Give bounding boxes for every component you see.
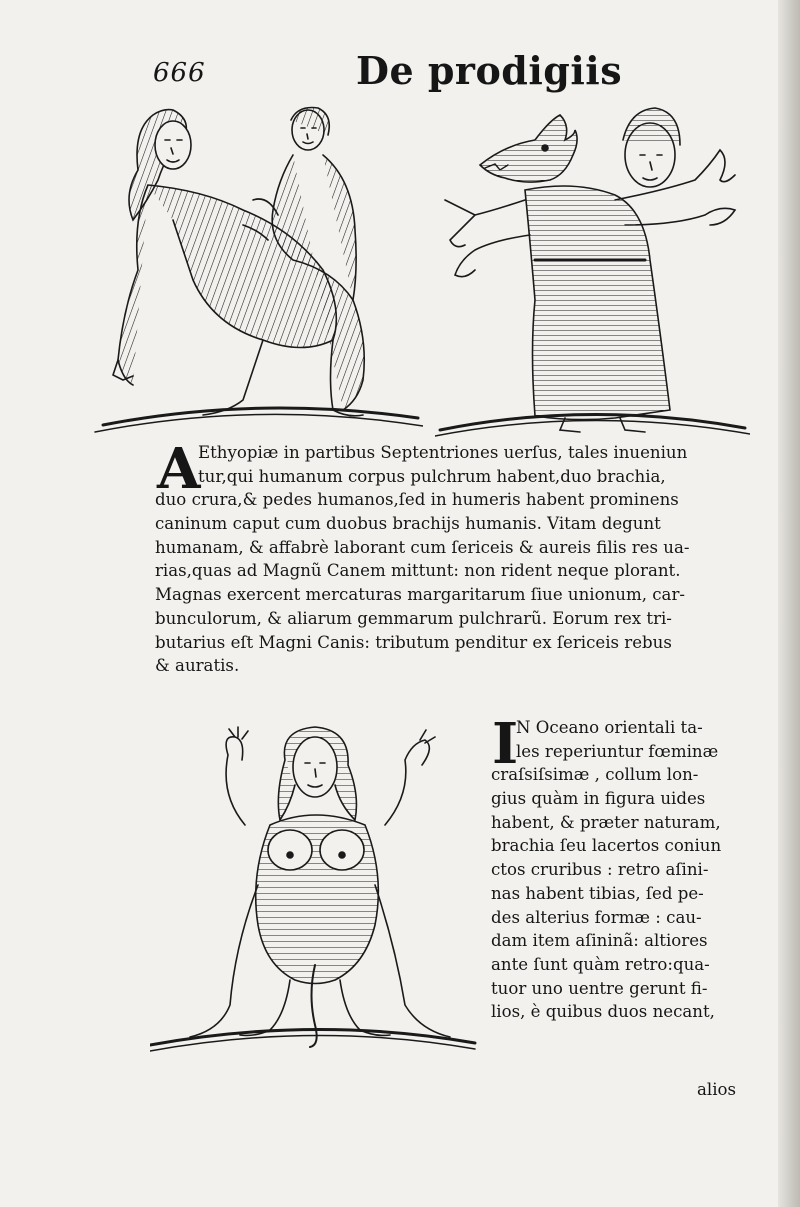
text-line: brachia ſeu lacertos coniun xyxy=(491,836,722,856)
dog-headed-man-woodcut-icon xyxy=(435,100,750,440)
drop-cap-a: A xyxy=(157,436,201,502)
paragraph-2-lines-indented xyxy=(516,716,718,763)
drop-cap-i: I xyxy=(492,711,519,777)
text-line: lios, è quibus duos necant, xyxy=(491,1002,715,1022)
paragraph-1-lines-indented xyxy=(198,441,687,488)
text-line: bunculorum, & aliarum gemmarum pulchrarũ. Eorum rex tri- xyxy=(155,608,672,628)
paragraph-1-lines xyxy=(155,488,689,678)
text-line: caninum caput cum duobus brachijs humanis. Vitam degunt xyxy=(155,514,661,534)
text-line: habent, & præter naturam, xyxy=(491,812,721,832)
text-line: N Oceano orientali ta- xyxy=(516,718,703,737)
text-line: craſsiſsimæ , collum lon- xyxy=(491,765,699,785)
running-title: De prodigiis xyxy=(356,48,623,93)
text-line: humanam, & affabrè laborant cum ſericeis & aureis filis res ua- xyxy=(155,537,690,557)
text-line: rias,quas ad Magnũ Canem mittunt: non rident neque plorant. xyxy=(155,561,681,581)
conjoined-women-woodcut-icon xyxy=(93,100,423,435)
text-line: dam item aſininã: altiores xyxy=(491,931,708,951)
text-line: nas habent tibias, ſed pe- xyxy=(491,883,704,903)
text-line: butarius eſt Magni Canis: tributum penditur ex ſericeis rebus xyxy=(155,632,672,652)
four-armed-woman-woodcut-icon xyxy=(150,725,480,1055)
text-line: & auratis. xyxy=(155,656,240,676)
text-line: duo crura,& pedes humanos,ſed in humeris habent prominens xyxy=(155,490,679,510)
text-line: ante ſunt quàm retro:qua- xyxy=(491,954,710,974)
catchword: alios xyxy=(697,1080,737,1099)
text-line: tur,qui humanum corpus pulchrum habent,duo brachia, xyxy=(198,466,666,486)
paragraph-2-lines xyxy=(491,763,721,1024)
text-line: gius quàm in figura uides xyxy=(491,789,706,809)
text-line: ctos cruribus : retro aſini- xyxy=(491,860,709,880)
text-line: des alterius formæ : cau- xyxy=(491,907,702,927)
text-line: tuor uno uentre gerunt fi- xyxy=(491,978,708,998)
text-line: Ethyopiæ in partibus Septentriones uerſus, tales inueniun xyxy=(198,443,688,462)
text-line: Magnas exercent mercaturas margaritarum ſiue unionum, car- xyxy=(155,585,685,605)
page-number: 666 xyxy=(153,58,206,88)
text-line: les reperiuntur fœminæ xyxy=(516,741,719,761)
page-edge xyxy=(778,0,800,1207)
